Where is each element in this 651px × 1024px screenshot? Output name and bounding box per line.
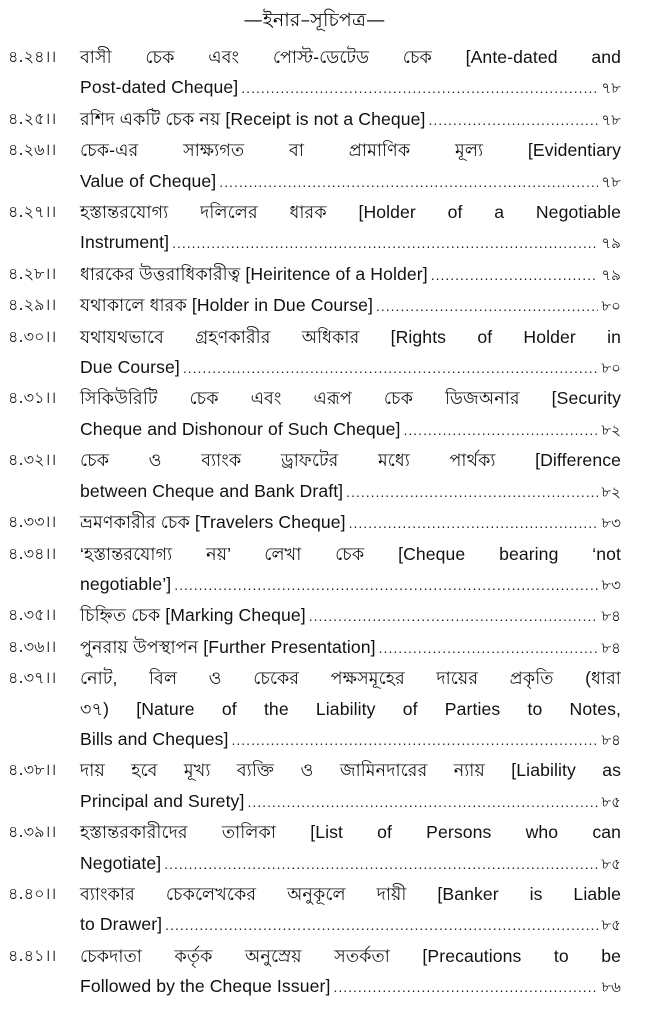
- entry-title-end: to Drawer]: [80, 914, 163, 935]
- entry-final-line: [80, 259, 621, 290]
- entry-body: [80, 383, 621, 445]
- entry-final-line: [80, 569, 621, 600]
- entry-title-end: between Cheque and Bank Draft]: [80, 480, 344, 501]
- section-number: ৪.৩৮।।: [8, 760, 57, 780]
- entry-title-end: রশিদ একটি চেক নয় [Receipt is not a Cheque]: [80, 108, 426, 129]
- section-number: ৪.২৮।।: [8, 263, 57, 283]
- page-number: ৭৮: [601, 172, 621, 191]
- page-number: ৮৪: [601, 638, 621, 657]
- entry-body: [80, 322, 621, 384]
- page-number: ৮৩: [601, 575, 621, 594]
- entry-title-end: Followed by the Cheque Issuer]: [80, 976, 331, 997]
- dot-leader: [247, 787, 598, 817]
- page-number: ৮৬: [601, 978, 621, 997]
- entry-title-end: Bills and Cheques]: [80, 728, 229, 749]
- entry-final-line: [80, 104, 621, 135]
- entry-body: [80, 507, 621, 538]
- entry-title-end: যথাকালে ধারক [Holder in Due Course]: [80, 295, 373, 316]
- dot-leader: [349, 508, 599, 538]
- entry-body: [80, 42, 621, 104]
- entry-body: [80, 632, 621, 663]
- entry-final-line: [80, 848, 621, 879]
- section-number: ৪.৩২।।: [8, 450, 57, 470]
- entry-body: [80, 941, 621, 1003]
- entry-title-line: চেকদাতা কর্তৃক অনুস্রেয় সতর্কতা [Precautions to be: [80, 945, 621, 966]
- entry-body: [80, 197, 621, 259]
- page-number: ৮৫: [601, 792, 621, 811]
- toc-entry[interactable]: [8, 817, 621, 879]
- entry-final-line: [80, 724, 621, 755]
- section-number: ৪.২৬।।: [8, 140, 57, 160]
- entry-title-line: দায় হবে মূখ্য ব্যক্তি ও জামিনদারের ন্যায় [Liability as: [80, 760, 621, 781]
- toc-entry[interactable]: [8, 632, 621, 663]
- toc-entry[interactable]: [8, 135, 621, 197]
- page-number: ৭৯: [601, 265, 621, 284]
- section-number: ৪.৩৭।।: [8, 668, 57, 688]
- entry-final-line: [80, 166, 621, 197]
- entry-final-line: [80, 600, 621, 631]
- entry-final-line: [80, 632, 621, 663]
- toc-entry[interactable]: [8, 539, 621, 601]
- entry-body: [80, 817, 621, 879]
- entry-title-line: ‘হস্তান্তরযোগ্য নয়’ লেখা চেক [Cheque bearing ‘not: [80, 543, 621, 564]
- dot-leader: [164, 849, 598, 879]
- dot-leader: [219, 167, 598, 197]
- dot-leader: [404, 415, 599, 445]
- entry-body: [80, 879, 621, 941]
- page-number: ৮২: [601, 420, 621, 439]
- entry-title-end: ধারকের উত্তরাধিকারীত্ব [Heiritence of a Holder]: [80, 263, 428, 284]
- entry-final-line: [80, 72, 621, 103]
- entry-title-end: Instrument]: [80, 232, 170, 253]
- page-number: ৭৮: [601, 79, 621, 98]
- toc-entry[interactable]: [8, 755, 621, 817]
- entry-body: [80, 135, 621, 197]
- entry-final-line: [80, 507, 621, 538]
- toc-entry[interactable]: [8, 104, 621, 135]
- entry-title-end: Due Course]: [80, 357, 180, 378]
- dot-leader: [379, 633, 599, 663]
- page-number: ৮২: [601, 482, 621, 501]
- entry-body: [80, 445, 621, 507]
- section-number: ৪.২৪।।: [8, 47, 57, 66]
- entry-title-end: পুনরায় উপস্থাপন [Further Presentation]: [80, 636, 376, 657]
- toc-entry[interactable]: [8, 879, 621, 941]
- section-number: ৪.৩৩।।: [8, 512, 57, 532]
- dot-leader: [165, 910, 598, 940]
- entry-title-end: Principal and Surety]: [80, 790, 245, 811]
- dot-leader: [183, 353, 598, 383]
- toc-entry[interactable]: [8, 322, 621, 384]
- entry-body: [80, 663, 621, 755]
- entry-final-line: [80, 476, 621, 507]
- toc-entry[interactable]: [8, 600, 621, 631]
- page-number: ৮৩: [601, 514, 621, 533]
- entry-title-line: হস্তান্তরকারীদের তালিকা [List of Persons who can: [80, 822, 621, 843]
- dot-leader: [232, 725, 599, 755]
- entry-title-line: সিকিউরিটি চেক এবং এরূপ চেক ডিজঅনার [Security: [80, 388, 621, 409]
- page-number: ৭৯: [601, 234, 621, 253]
- entry-body: [80, 259, 621, 290]
- entry-title-line: যথাযথভাবে গ্রহণকারীর অধিকার [Rights of Holder in: [80, 326, 621, 347]
- entry-title-end: negotiable’]: [80, 573, 172, 594]
- entry-title-end: Post-dated Cheque]: [80, 77, 239, 98]
- entry-final-line: [80, 414, 621, 445]
- page-number: ৮৪: [601, 607, 621, 626]
- section-number: ৪.৩১।।: [8, 388, 57, 408]
- page-number: ৮৫: [601, 854, 621, 873]
- entry-title-line: চেক ও ব্যাংক ড্রাফটের মধ্যে পার্থক্য [Difference: [80, 450, 621, 471]
- entry-final-line: [80, 352, 621, 383]
- page-number: ৮৪: [601, 730, 621, 749]
- dot-leader: [431, 260, 599, 290]
- toc-list: [8, 42, 621, 1003]
- section-number: ৪.২৯।।: [8, 295, 57, 315]
- entry-title-end: Value of Cheque]: [80, 170, 217, 191]
- page-number: ৮০: [601, 297, 621, 316]
- toc-entry[interactable]: [8, 259, 621, 290]
- page-number: ৮০: [601, 359, 621, 378]
- toc-entry[interactable]: [8, 42, 621, 104]
- entry-title-line: নোট, বিল ও চেকের পক্ষসমূহের দায়ের প্রকৃতি (ধারা: [80, 668, 621, 689]
- entry-title-line: চেক-এর সাক্ষ্যগত বা প্রামাণিক মূল্য [Evidentiary: [80, 140, 621, 161]
- page-number: ৭৮: [601, 110, 621, 129]
- section-number: ৪.৩৬।।: [8, 636, 57, 656]
- dot-leader: [174, 570, 598, 600]
- page-title: —ইনার–সূচিপত্র—: [243, 9, 386, 31]
- entry-title-end: Cheque and Dishonour of Such Cheque]: [80, 418, 401, 439]
- entry-body: [80, 290, 621, 321]
- section-number: ৪.৩৯।।: [8, 822, 57, 842]
- entry-final-line: [80, 909, 621, 940]
- dot-leader: [346, 477, 598, 507]
- section-number: ৪.৩০।।: [8, 326, 57, 346]
- entry-title-line: ৩৭) [Nature of the Liability of Parties to Notes,: [80, 698, 621, 719]
- dot-leader: [309, 601, 599, 631]
- entry-title-line: বাসী চেক এবং পোস্ট-ডেটেড চেক [Ante-dated and: [80, 47, 621, 67]
- entry-body: [80, 600, 621, 631]
- toc-entry[interactable]: [8, 383, 621, 445]
- entry-body: [80, 755, 621, 817]
- entry-final-line: [80, 786, 621, 817]
- dot-leader: [241, 73, 598, 103]
- toc-entry[interactable]: [8, 290, 621, 321]
- entry-final-line: [80, 290, 621, 321]
- entry-title-line: ব্যাংকার চেকলেখকের অনুকূলে দায়ী [Banker is Liable: [80, 883, 621, 904]
- entry-body: [80, 539, 621, 601]
- toc-entry[interactable]: [8, 507, 621, 538]
- section-number: ৪.৪০।।: [8, 883, 57, 903]
- entry-final-line: [80, 227, 621, 258]
- toc-entry[interactable]: [8, 197, 621, 259]
- entry-title-end: চিহ্নিত চেক [Marking Cheque]: [80, 605, 306, 626]
- toc-entry[interactable]: [8, 445, 621, 507]
- section-number: ৪.২৫।।: [8, 108, 57, 128]
- dot-leader: [333, 972, 598, 1002]
- entry-title-end: Negotiate]: [80, 852, 162, 873]
- toc-entry[interactable]: [8, 663, 621, 755]
- entry-title-line: হস্তান্তরযোগ্য দলিলের ধারক [Holder of a Negotiable: [80, 202, 621, 223]
- dot-leader: [429, 105, 599, 135]
- entry-title-end: ভ্রমণকারীর চেক [Travelers Cheque]: [80, 512, 346, 533]
- entry-body: [80, 104, 621, 135]
- entry-final-line: [80, 971, 621, 1002]
- dot-leader: [376, 291, 598, 321]
- section-number: ৪.২৭।।: [8, 202, 57, 222]
- page-number: ৮৫: [601, 916, 621, 935]
- section-number: ৪.৩৫।।: [8, 605, 57, 625]
- section-number: ৪.৪১।।: [8, 945, 57, 965]
- toc-entry[interactable]: [8, 941, 621, 1003]
- section-number: ৪.৩৪।।: [8, 543, 57, 563]
- dot-leader: [172, 228, 598, 258]
